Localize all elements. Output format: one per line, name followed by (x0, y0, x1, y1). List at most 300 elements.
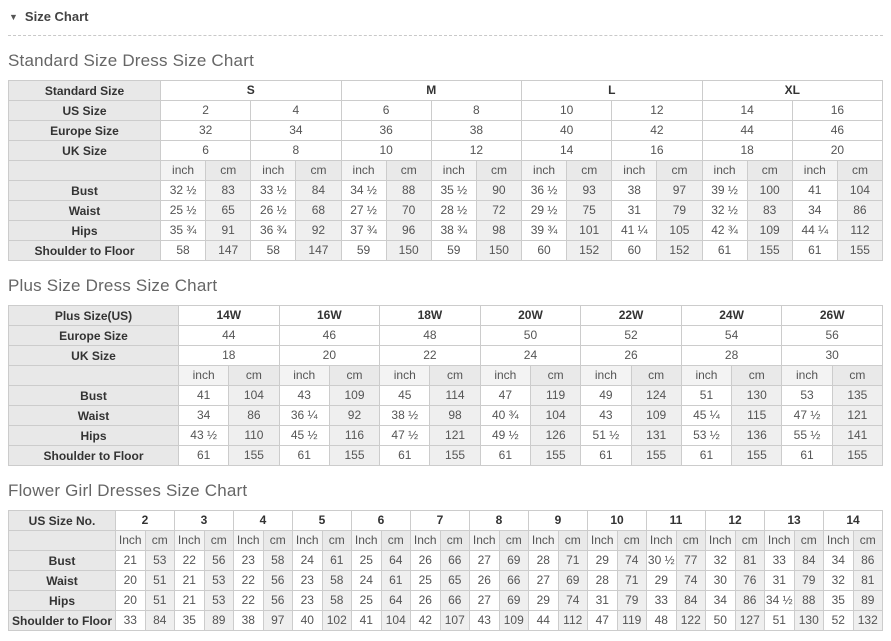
measurement-cm-cell: 58 (322, 571, 352, 591)
measurement-cm-cell: 81 (735, 551, 765, 571)
unit-inch-header: Inch (352, 531, 382, 551)
size-group-header: 9 (529, 511, 588, 531)
size-value-cell: 4 (251, 101, 341, 121)
size-value-cell: 32 (161, 121, 251, 141)
measurement-cm-cell: 132 (853, 611, 883, 631)
row-label: Bust (9, 551, 116, 571)
measurement-cm-cell: 93 (567, 181, 612, 201)
measurement-cm-cell: 152 (657, 241, 702, 261)
unit-row-spacer (9, 531, 116, 551)
measurement-inch-cell: 32 ½ (702, 201, 747, 221)
unit-cm-header: cm (853, 531, 883, 551)
unit-cm-header: cm (657, 161, 702, 181)
measurement-inch-cell: 32 (706, 551, 736, 571)
unit-inch-header: inch (681, 366, 731, 386)
measurement-inch-cell: 55 ½ (782, 426, 832, 446)
row-label: Europe Size (9, 326, 179, 346)
unit-inch-header: Inch (175, 531, 205, 551)
size-value-cell: 26 (581, 346, 682, 366)
row-label: Hips (9, 591, 116, 611)
unit-inch-header: Inch (411, 531, 441, 551)
measurement-cm-cell: 104 (229, 386, 279, 406)
measurement-cm-cell: 97 (657, 181, 702, 201)
size-value-cell: 48 (380, 326, 481, 346)
measurement-inch-cell: 52 (824, 611, 854, 631)
plus-size-title: Plus Size Dress Size Chart (8, 276, 218, 295)
measurement-inch-cell: 23 (293, 591, 323, 611)
unit-inch-header: Inch (293, 531, 323, 551)
measurement-cm-cell: 66 (440, 591, 470, 611)
measurement-cm-cell: 53 (145, 551, 175, 571)
measurement-cm-cell: 53 (204, 591, 234, 611)
measurement-cm-cell: 83 (747, 201, 792, 221)
size-value-cell: 18 (702, 141, 792, 161)
measurement-cm-cell: 155 (837, 241, 882, 261)
measurement-cm-cell: 66 (499, 571, 529, 591)
size-value-cell: 54 (681, 326, 782, 346)
measurement-row (9, 406, 883, 426)
measurement-inch-cell: 35 ½ (431, 181, 476, 201)
size-group-header: 2 (116, 511, 175, 531)
measurement-cm-cell: 58 (322, 591, 352, 611)
unit-inch-header: inch (792, 161, 837, 181)
measurement-cm-cell: 86 (735, 591, 765, 611)
measurement-cm-cell: 69 (558, 571, 588, 591)
unit-inch-header: Inch (706, 531, 736, 551)
size-value-cell: 14 (522, 141, 612, 161)
measurement-cm-cell: 152 (567, 241, 612, 261)
measurement-inch-cell: 22 (175, 551, 205, 571)
unit-row (9, 161, 883, 181)
unit-inch-header: Inch (234, 531, 264, 551)
measurement-inch-cell: 48 (647, 611, 677, 631)
measurement-row (9, 591, 883, 611)
size-value-cell: 46 (792, 121, 882, 141)
measurement-inch-cell: 23 (234, 551, 264, 571)
measurement-cm-cell: 116 (329, 426, 379, 446)
measurement-inch-cell: 21 (175, 591, 205, 611)
measurement-cm-cell: 107 (440, 611, 470, 631)
measurement-cm-cell: 105 (657, 221, 702, 241)
size-value-cell: 20 (279, 346, 380, 366)
size-group-header: 18W (380, 306, 481, 326)
measurement-inch-cell: 31 (588, 591, 618, 611)
flower-girl-section (8, 481, 883, 631)
measurement-inch-cell: 22 (234, 591, 264, 611)
flower-girl-table-host (8, 510, 883, 631)
measurement-cm-cell: 96 (386, 221, 431, 241)
size-group-header: S (161, 81, 342, 101)
unit-inch-header: inch (480, 366, 530, 386)
size-group-row (9, 511, 883, 531)
measurement-inch-cell: 26 ½ (251, 201, 296, 221)
unit-inch-header: inch (341, 161, 386, 181)
measurement-cm-cell: 71 (617, 571, 647, 591)
size-chart-toggle-label: Size Chart (24, 9, 89, 24)
measurement-row (9, 241, 883, 261)
plus-size-table-host (8, 305, 883, 466)
measurement-inch-cell: 24 (352, 571, 382, 591)
measurement-cm-cell: 141 (832, 426, 882, 446)
measurement-inch-cell: 34 (792, 201, 837, 221)
measurement-inch-cell: 43 (470, 611, 500, 631)
measurement-cm-cell: 119 (530, 386, 580, 406)
measurement-cm-cell: 79 (794, 571, 824, 591)
measurement-inch-cell: 28 (529, 551, 559, 571)
unit-cm-header: cm (145, 531, 175, 551)
measurement-inch-cell: 61 (792, 241, 837, 261)
unit-inch-header: inch (161, 161, 206, 181)
measurement-inch-cell: 61 (179, 446, 229, 466)
unit-inch-header: inch (782, 366, 832, 386)
size-value-cell: 10 (522, 101, 612, 121)
measurement-inch-cell: 38 ½ (380, 406, 430, 426)
measurement-cm-cell: 109 (499, 611, 529, 631)
measurement-inch-cell: 27 (529, 571, 559, 591)
measurement-inch-cell: 32 ½ (161, 181, 206, 201)
measurement-inch-cell: 61 (380, 446, 430, 466)
size-group-header: 12 (706, 511, 765, 531)
size-value-cell: 8 (251, 141, 341, 161)
unit-cm-header: cm (732, 366, 782, 386)
measurement-inch-cell: 40 (293, 611, 323, 631)
measurement-cm-cell: 70 (386, 201, 431, 221)
measurement-row (9, 426, 883, 446)
measurement-cm-cell: 51 (145, 571, 175, 591)
size-value-cell: 10 (341, 141, 431, 161)
measurement-inch-cell: 49 (581, 386, 631, 406)
unit-cm-header: cm (381, 531, 411, 551)
measurement-inch-cell: 34 (824, 551, 854, 571)
size-table-1 (8, 305, 883, 466)
size-chart-section-toggle[interactable] (8, 5, 883, 36)
measurement-cm-cell: 147 (206, 241, 251, 261)
measurement-inch-cell: 33 (765, 551, 795, 571)
size-group-header: 24W (681, 306, 782, 326)
measurement-inch-cell: 44 (529, 611, 559, 631)
row-label: Waist (9, 571, 116, 591)
measurement-cm-cell: 155 (229, 446, 279, 466)
measurement-inch-cell: 41 ¼ (612, 221, 657, 241)
size-table-0 (8, 80, 883, 261)
size-value-cell: 18 (179, 346, 280, 366)
measurement-inch-cell: 40 ¾ (480, 406, 530, 426)
measurement-inch-cell: 29 (588, 551, 618, 571)
measurement-cm-cell: 69 (499, 551, 529, 571)
size-value-cell: 38 (431, 121, 521, 141)
measurement-cm-cell: 119 (617, 611, 647, 631)
unit-inch-header: Inch (588, 531, 618, 551)
measurement-cm-cell: 61 (381, 571, 411, 591)
measurement-inch-cell: 36 ¼ (279, 406, 329, 426)
measurement-cm-cell: 102 (322, 611, 352, 631)
unit-row-spacer (9, 366, 179, 386)
measurement-inch-cell: 34 (706, 591, 736, 611)
measurement-cm-cell: 76 (735, 571, 765, 591)
size-value-cell: 56 (782, 326, 883, 346)
measurement-inch-cell: 51 (765, 611, 795, 631)
measurement-inch-cell: 41 (179, 386, 229, 406)
measurement-cm-cell: 88 (386, 181, 431, 201)
measurement-inch-cell: 36 ¾ (251, 221, 296, 241)
measurement-inch-cell: 51 (681, 386, 731, 406)
standard-size-table-host (8, 80, 883, 261)
measurement-cm-cell: 136 (732, 426, 782, 446)
unit-inch-header: Inch (470, 531, 500, 551)
measurement-cm-cell: 75 (567, 201, 612, 221)
measurement-inch-cell: 39 ¾ (522, 221, 567, 241)
measurement-inch-cell: 25 (352, 551, 382, 571)
measurement-cm-cell: 130 (732, 386, 782, 406)
size-row (9, 101, 883, 121)
measurement-inch-cell: 43 (581, 406, 631, 426)
measurement-cm-cell: 72 (476, 201, 521, 221)
measurement-cm-cell: 64 (381, 551, 411, 571)
measurement-row (9, 571, 883, 591)
measurement-cm-cell: 92 (329, 406, 379, 426)
measurement-cm-cell: 98 (476, 221, 521, 241)
size-group-header: 10 (588, 511, 647, 531)
measurement-inch-cell: 25 (352, 591, 382, 611)
measurement-cm-cell: 86 (837, 201, 882, 221)
measurement-cm-cell: 74 (558, 591, 588, 611)
size-group-header: 7 (411, 511, 470, 531)
unit-cm-header: cm (322, 531, 352, 551)
measurement-inch-cell: 59 (341, 241, 386, 261)
measurement-cm-cell: 126 (530, 426, 580, 446)
measurement-inch-cell: 59 (431, 241, 476, 261)
measurement-inch-cell: 39 ½ (702, 181, 747, 201)
size-group-header: L (522, 81, 703, 101)
measurement-inch-cell: 61 (702, 241, 747, 261)
measurement-cm-cell: 84 (676, 591, 706, 611)
unit-cm-header: cm (567, 161, 612, 181)
unit-inch-header: Inch (116, 531, 146, 551)
measurement-inch-cell: 58 (251, 241, 296, 261)
standard-size-section (8, 51, 883, 261)
measurement-inch-cell: 34 (179, 406, 229, 426)
measurement-cm-cell: 101 (567, 221, 612, 241)
measurement-inch-cell: 33 (116, 611, 146, 631)
row-label: Hips (9, 221, 161, 241)
measurement-inch-cell: 21 (116, 551, 146, 571)
unit-cm-header: cm (530, 366, 580, 386)
size-group-header: 22W (581, 306, 682, 326)
size-value-cell: 16 (612, 141, 702, 161)
measurement-inch-cell: 43 ½ (179, 426, 229, 446)
measurement-inch-cell: 44 ¼ (792, 221, 837, 241)
measurement-cm-cell: 124 (631, 386, 681, 406)
corner-label: Standard Size (9, 81, 161, 101)
measurement-inch-cell: 49 ½ (480, 426, 530, 446)
measurement-cm-cell: 86 (229, 406, 279, 426)
measurement-cm-cell: 155 (732, 446, 782, 466)
measurement-cm-cell: 109 (329, 386, 379, 406)
row-label: Europe Size (9, 121, 161, 141)
measurement-inch-cell: 30 (706, 571, 736, 591)
measurement-cm-cell: 97 (263, 611, 293, 631)
size-group-header: 5 (293, 511, 352, 531)
measurement-inch-cell: 27 ½ (341, 201, 386, 221)
unit-inch-header: Inch (765, 531, 795, 551)
unit-row (9, 531, 883, 551)
measurement-inch-cell: 29 (529, 591, 559, 611)
unit-inch-header: inch (581, 366, 631, 386)
size-row (9, 326, 883, 346)
measurement-cm-cell: 122 (676, 611, 706, 631)
size-group-header: 8 (470, 511, 529, 531)
measurement-inch-cell: 61 (279, 446, 329, 466)
measurement-cm-cell: 104 (837, 181, 882, 201)
measurement-inch-cell: 26 (411, 551, 441, 571)
measurement-inch-cell: 35 (824, 591, 854, 611)
measurement-cm-cell: 51 (145, 591, 175, 611)
corner-label: US Size No. (9, 511, 116, 531)
measurement-cm-cell: 127 (735, 611, 765, 631)
measurement-cm-cell: 81 (853, 571, 883, 591)
unit-cm-header: cm (794, 531, 824, 551)
size-group-header: M (341, 81, 522, 101)
unit-cm-header: cm (676, 531, 706, 551)
measurement-cm-cell: 68 (296, 201, 341, 221)
size-group-header: 14 (824, 511, 883, 531)
measurement-cm-cell: 155 (747, 241, 792, 261)
measurement-cm-cell: 74 (617, 551, 647, 571)
measurement-inch-cell: 61 (782, 446, 832, 466)
measurement-cm-cell: 104 (530, 406, 580, 426)
row-label: Hips (9, 426, 179, 446)
measurement-inch-cell: 45 (380, 386, 430, 406)
unit-cm-header: cm (263, 531, 293, 551)
measurement-cm-cell: 61 (322, 551, 352, 571)
size-value-cell: 40 (522, 121, 612, 141)
measurement-inch-cell: 41 (792, 181, 837, 201)
unit-inch-header: inch (612, 161, 657, 181)
row-label: Shoulder to Floor (9, 446, 179, 466)
measurement-inch-cell: 25 ½ (161, 201, 206, 221)
measurement-cm-cell: 66 (440, 551, 470, 571)
measurement-cm-cell: 109 (747, 221, 792, 241)
unit-inch-header: inch (279, 366, 329, 386)
measurement-cm-cell: 150 (476, 241, 521, 261)
measurement-cm-cell: 155 (329, 446, 379, 466)
size-group-header: 16W (279, 306, 380, 326)
measurement-inch-cell: 27 (470, 551, 500, 571)
measurement-cm-cell: 56 (263, 591, 293, 611)
measurement-inch-cell: 33 (647, 591, 677, 611)
measurement-inch-cell: 38 ¾ (431, 221, 476, 241)
row-label: UK Size (9, 141, 161, 161)
measurement-inch-cell: 32 (824, 571, 854, 591)
measurement-inch-cell: 34 ½ (765, 591, 795, 611)
size-group-header: XL (702, 81, 883, 101)
measurement-inch-cell: 21 (175, 571, 205, 591)
unit-inch-header: Inch (824, 531, 854, 551)
size-value-cell: 8 (431, 101, 521, 121)
size-group-header: 11 (647, 511, 706, 531)
size-row (9, 121, 883, 141)
size-value-cell: 22 (380, 346, 481, 366)
measurement-cm-cell: 135 (832, 386, 882, 406)
measurement-inch-cell: 45 ¼ (681, 406, 731, 426)
size-value-cell: 30 (782, 346, 883, 366)
measurement-inch-cell: 34 ½ (341, 181, 386, 201)
measurement-cm-cell: 53 (204, 571, 234, 591)
measurement-cm-cell: 109 (631, 406, 681, 426)
measurement-row (9, 446, 883, 466)
measurement-cm-cell: 86 (853, 551, 883, 571)
measurement-inch-cell: 60 (612, 241, 657, 261)
measurement-inch-cell: 61 (480, 446, 530, 466)
size-value-cell: 46 (279, 326, 380, 346)
measurement-cm-cell: 155 (631, 446, 681, 466)
unit-inch-header: Inch (529, 531, 559, 551)
measurement-inch-cell: 22 (234, 571, 264, 591)
measurement-cm-cell: 84 (296, 181, 341, 201)
measurement-row (9, 201, 883, 221)
size-value-cell: 44 (179, 326, 280, 346)
measurement-cm-cell: 155 (530, 446, 580, 466)
measurement-cm-cell: 155 (832, 446, 882, 466)
unit-cm-header: cm (617, 531, 647, 551)
measurement-inch-cell: 42 (411, 611, 441, 631)
measurement-inch-cell: 42 ¾ (702, 221, 747, 241)
measurement-cm-cell: 65 (440, 571, 470, 591)
unit-cm-header: cm (430, 366, 480, 386)
unit-inch-header: inch (251, 161, 296, 181)
measurement-inch-cell: 58 (161, 241, 206, 261)
measurement-cm-cell: 155 (430, 446, 480, 466)
measurement-inch-cell: 47 ½ (380, 426, 430, 446)
measurement-inch-cell: 45 ½ (279, 426, 329, 446)
standard-size-title: Standard Size Dress Size Chart (8, 51, 254, 70)
unit-cm-header: cm (296, 161, 341, 181)
measurement-inch-cell: 20 (116, 571, 146, 591)
measurement-inch-cell: 47 (480, 386, 530, 406)
measurement-inch-cell: 41 (352, 611, 382, 631)
unit-cm-header: cm (832, 366, 882, 386)
size-value-cell: 52 (581, 326, 682, 346)
measurement-inch-cell: 37 ¾ (341, 221, 386, 241)
size-value-cell: 36 (341, 121, 431, 141)
measurement-cm-cell: 92 (296, 221, 341, 241)
measurement-cm-cell: 98 (430, 406, 480, 426)
measurement-cm-cell: 150 (386, 241, 431, 261)
measurement-row (9, 551, 883, 571)
measurement-cm-cell: 65 (206, 201, 251, 221)
measurement-cm-cell: 79 (617, 591, 647, 611)
row-label: Bust (9, 181, 161, 201)
size-value-cell: 6 (161, 141, 251, 161)
size-value-cell: 42 (612, 121, 702, 141)
unit-cm-header: cm (558, 531, 588, 551)
measurement-cm-cell: 58 (263, 551, 293, 571)
measurement-cm-cell: 100 (747, 181, 792, 201)
measurement-cm-cell: 115 (732, 406, 782, 426)
measurement-inch-cell: 31 (765, 571, 795, 591)
measurement-inch-cell: 24 (293, 551, 323, 571)
measurement-inch-cell: 61 (681, 446, 731, 466)
unit-inch-header: inch (431, 161, 476, 181)
measurement-inch-cell: 50 (706, 611, 736, 631)
unit-cm-header: cm (440, 531, 470, 551)
measurement-cm-cell: 110 (229, 426, 279, 446)
measurement-inch-cell: 60 (522, 241, 567, 261)
measurement-cm-cell: 114 (430, 386, 480, 406)
measurement-inch-cell: 23 (293, 571, 323, 591)
measurement-cm-cell: 89 (204, 611, 234, 631)
measurement-inch-cell: 61 (581, 446, 631, 466)
